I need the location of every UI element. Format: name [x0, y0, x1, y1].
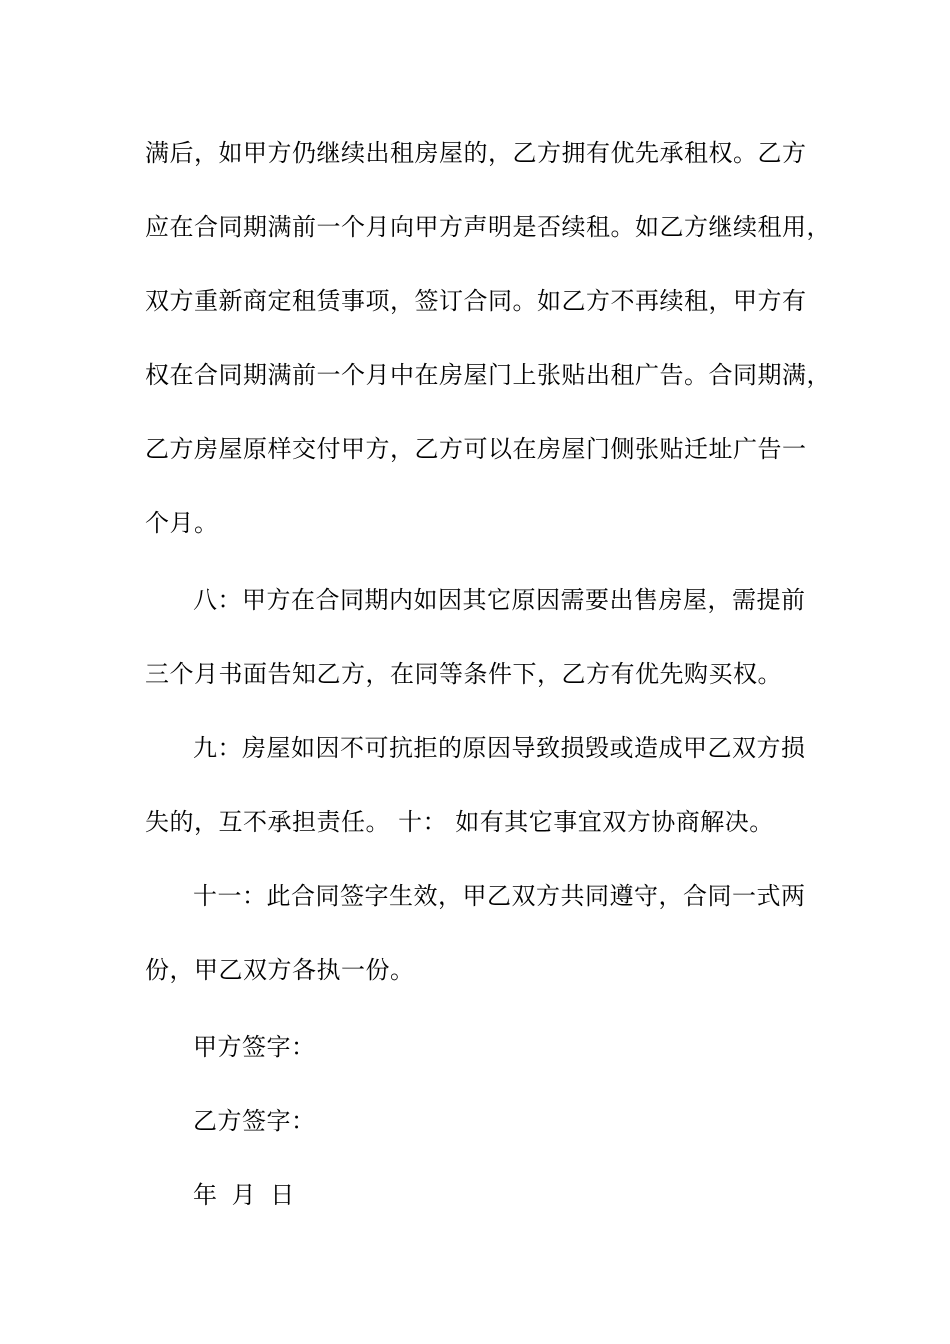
text-line: 失的，互不承担责任。 十： 如有其它事宜双方协商解决。 — [145, 808, 774, 836]
clause-8-line: 八：甲方在合同期内如因其它原因需要出售房屋，需提前 — [193, 586, 806, 614]
text-line: 份，甲乙双方各执一份。 — [145, 956, 415, 984]
text-line: 乙方房屋原样交付甲方，乙方可以在房屋门侧张贴迁址广告一 — [145, 435, 807, 463]
text-line: 三个月书面告知乙方，在同等条件下，乙方有优先购买权。 — [145, 660, 782, 688]
text-line: 双方重新商定租赁事项，签订合同。如乙方不再续租，甲方有 — [145, 287, 807, 315]
text-line: 满后，如甲方仍继续出租房屋的，乙方拥有优先承租权。乙方 — [145, 139, 807, 167]
clause-9-line: 九：房屋如因不可抗拒的原因导致损毁或造成甲乙双方损 — [193, 734, 806, 762]
text-line: 应在合同期满前一个月向甲方声明是否续租。如乙方继续租用， — [145, 213, 831, 241]
party-b-signature-label: 乙方签字： — [193, 1107, 316, 1135]
clause-11-line: 十一：此合同签字生效，甲乙双方共同遵守，合同一式两 — [193, 882, 806, 910]
text-line: 个月。 — [145, 509, 219, 537]
text-line: 权在合同期满前一个月中在房屋门上张贴出租广告。合同期满， — [145, 361, 831, 389]
party-a-signature-label: 甲方签字： — [193, 1033, 316, 1061]
date-line: 年 月 日 — [193, 1181, 295, 1209]
